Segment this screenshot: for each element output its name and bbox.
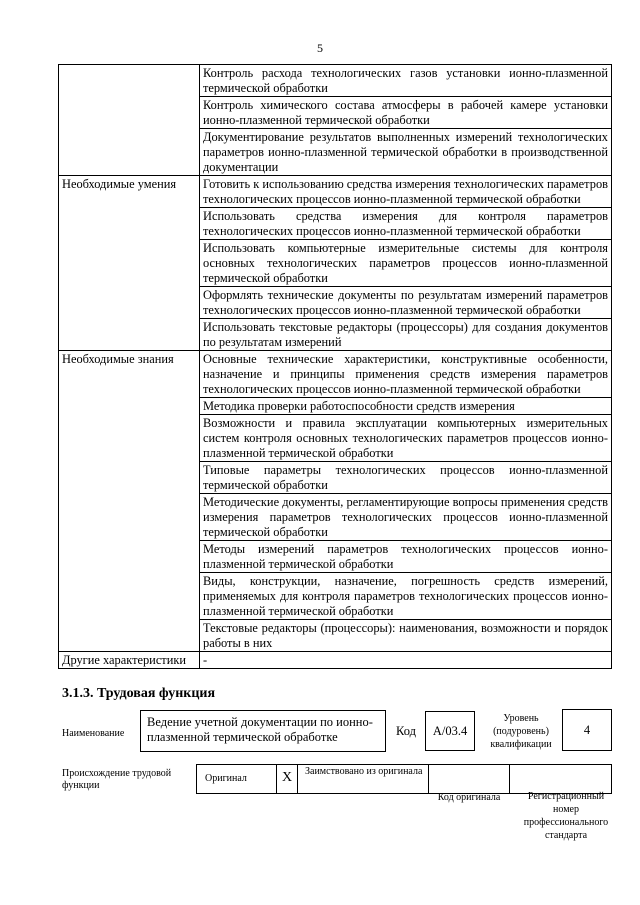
table-cell: Методы измерений параметров технологических процессов ионно-плазменной термической обработки (200, 541, 612, 573)
table-cell: Контроль расхода технологических газов установки ионно-плазменной термической обработки (200, 65, 612, 97)
code-label: Код (396, 724, 416, 738)
table-cell: Виды, конструкции, назначение, погрешность средств измерений, применяемых для контроля параметров технологических процессов ионно-плазменной термической обработки (200, 573, 612, 620)
name-value: Ведение учетной документации по ионно-плазменной термической обработке (140, 710, 386, 752)
knowledge-label: Необходимые знания (59, 351, 200, 652)
table-cell: Типовые параметры технологических процессов ионно-плазменной термической обработки (200, 462, 612, 494)
table-row (59, 351, 612, 398)
table-cell-empty (59, 65, 200, 176)
divider (428, 764, 429, 794)
origin-label: Происхождение трудовой функции (62, 768, 172, 791)
skills-label: Необходимые умения (59, 176, 200, 351)
code-original-label: Код оригинала (437, 792, 501, 803)
other-label: Другие характеристики (59, 652, 200, 669)
table-cell: Документирование результатов выполненных измерений технологических параметров ионно-плазменной термической обработки в производственной документации (200, 129, 612, 176)
table-cell: Текстовые редакторы (процессоры): наименования, возможности и порядок работы в них (200, 620, 612, 652)
table-cell: Контроль химического состава атмосферы в рабочей камере установки ионно-плазменной термической обработки (200, 97, 612, 129)
table-cell: Возможности и правила эксплуатации компьютерных измерительных систем контроля основных технологических параметров процессов ионно-плазменной термической обработки (200, 415, 612, 462)
divider (509, 764, 510, 794)
reg-number-label: Регистрационный номер профессионального стандарта (523, 791, 609, 841)
table-cell: Оформлять технические документы по результатам измерений параметров технологических процессов ионно-плазменной термической обработки (200, 287, 612, 319)
code-value: A/03.4 (425, 711, 475, 751)
table-row (59, 65, 612, 97)
table-cell: Использовать средства измерения для контроля параметров технологических процессов ионно-плазменной термической обработки (200, 208, 612, 240)
table-cell: Основные технические характеристики, конструктивные особенности, назначение и принципы применения средств измерения параметров технологических процессов ионно-плазменной термической обработки (200, 351, 612, 398)
table-cell: Использовать текстовые редакторы (процессоры) для создания документов по результатам измерений (200, 319, 612, 351)
level-value: 4 (562, 709, 612, 751)
skills-knowledge-table (58, 64, 612, 669)
section-title: 3.1.3. Трудовая функция (62, 686, 216, 701)
level-label: Уровень (подуровень) квалификации (490, 713, 552, 750)
table-cell: Готовить к использованию средства измерения технологических параметров технологических процессов ионно-плазменной термической обработки (200, 176, 612, 208)
table-cell: Использовать компьютерные измерительные системы для контроля основных технологических параметров процессов ионно-плазменной термической обработки (200, 240, 612, 287)
other-value: - (200, 652, 612, 669)
original-check-cell: X (276, 764, 298, 794)
page-number: 5 (317, 41, 323, 55)
name-label: Наименование (62, 728, 125, 739)
table-row (59, 176, 612, 208)
table-row (59, 652, 612, 669)
table-cell: Методика проверки работоспособности средств измерения (200, 398, 612, 415)
borrowed-label: Заимствовано из оригинала (305, 766, 423, 777)
original-label: Оригинал (205, 773, 247, 784)
table-cell: Методические документы, регламентирующие вопросы применения средств измерения параметров технологических процессов ионно-плазменной термической обработки (200, 494, 612, 541)
